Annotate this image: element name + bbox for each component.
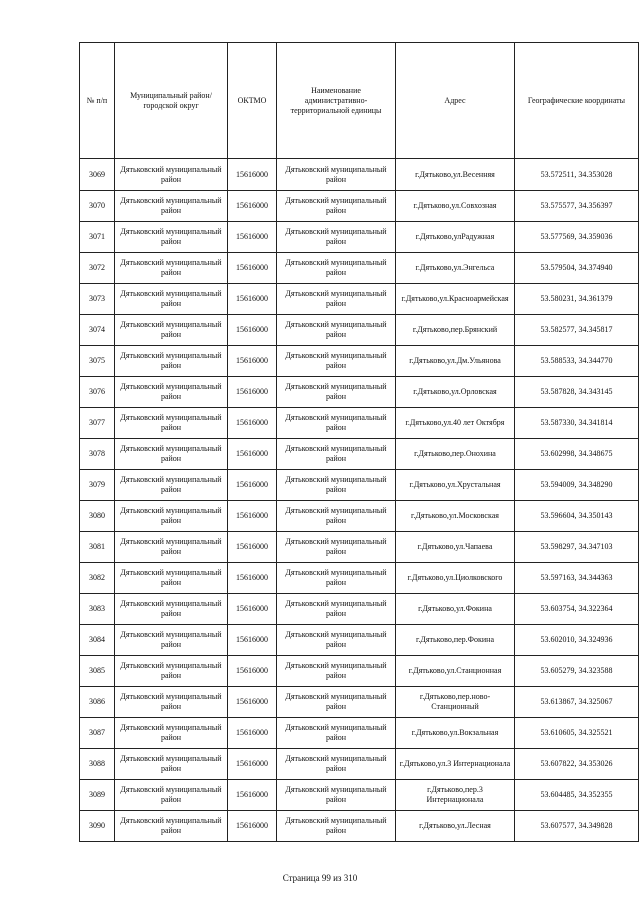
cell-region: Дятьковский муниципальный район (115, 811, 228, 842)
cell-admin-unit: Дятьковский муниципальный район (277, 346, 396, 377)
cell-coords: 53.575577, 34.356397 (515, 191, 639, 222)
cell-region: Дятьковский муниципальный район (115, 346, 228, 377)
table-row (80, 315, 639, 346)
cell-address: г.Дятьково,ул.Московская (396, 501, 515, 532)
cell-oktmo: 15616000 (228, 284, 277, 315)
cell-region: Дятьковский муниципальный район (115, 284, 228, 315)
cell-address: г.Дятьково,ул.Чапаева (396, 532, 515, 563)
cell-coords: 53.602998, 34.348675 (515, 439, 639, 470)
cell-coords: 53.582577, 34.345817 (515, 315, 639, 346)
cell-region: Дятьковский муниципальный район (115, 439, 228, 470)
cell-coords: 53.604485, 34.352355 (515, 780, 639, 811)
cell-num: 3071 (80, 222, 115, 253)
cell-region: Дятьковский муниципальный район (115, 532, 228, 563)
cell-num: 3078 (80, 439, 115, 470)
cell-coords: 53.577569, 34.359036 (515, 222, 639, 253)
cell-address: г.Дятьково,ул.Энгельса (396, 253, 515, 284)
header-region: Муниципальный район/городской округ (115, 43, 228, 159)
cell-coords: 53.594009, 34.348290 (515, 470, 639, 501)
cell-coords: 53.607822, 34.353026 (515, 749, 639, 780)
page-number: Страница 99 из 310 (282, 873, 358, 883)
cell-admin-unit: Дятьковский муниципальный район (277, 470, 396, 501)
cell-oktmo: 15616000 (228, 656, 277, 687)
cell-admin-unit: Дятьковский муниципальный район (277, 253, 396, 284)
cell-address: г.Дятьково,пер.3 Интернационала (396, 780, 515, 811)
table-row (80, 656, 639, 687)
cell-region: Дятьковский муниципальный район (115, 408, 228, 439)
cell-num: 3085 (80, 656, 115, 687)
cell-num: 3077 (80, 408, 115, 439)
cell-admin-unit: Дятьковский муниципальный район (277, 811, 396, 842)
cell-oktmo: 15616000 (228, 159, 277, 191)
table-row (80, 377, 639, 408)
cell-admin-unit: Дятьковский муниципальный район (277, 718, 396, 749)
table-body (80, 159, 639, 842)
cell-admin-unit: Дятьковский муниципальный район (277, 315, 396, 346)
cell-coords: 53.597163, 34.344363 (515, 563, 639, 594)
cell-region: Дятьковский муниципальный район (115, 594, 228, 625)
cell-coords: 53.610605, 34.325521 (515, 718, 639, 749)
cell-num: 3070 (80, 191, 115, 222)
cell-admin-unit: Дятьковский муниципальный район (277, 408, 396, 439)
cell-address: г.Дятьково,улРадужная (396, 222, 515, 253)
header-oktmo: ОКТМО (228, 43, 277, 159)
cell-region: Дятьковский муниципальный район (115, 222, 228, 253)
table-row (80, 222, 639, 253)
cell-oktmo: 15616000 (228, 687, 277, 718)
cell-coords: 53.580231, 34.361379 (515, 284, 639, 315)
cell-region: Дятьковский муниципальный район (115, 191, 228, 222)
table-header-row (80, 43, 639, 159)
cell-admin-unit: Дятьковский муниципальный район (277, 563, 396, 594)
cell-address: г.Дятьково,ул.Вокзальная (396, 718, 515, 749)
table-row (80, 749, 639, 780)
header-num: № п/п (80, 43, 115, 159)
cell-num: 3089 (80, 780, 115, 811)
cell-oktmo: 15616000 (228, 625, 277, 656)
cell-admin-unit: Дятьковский муниципальный район (277, 439, 396, 470)
cell-address: г.Дятьково,ул.Совхозная (396, 191, 515, 222)
cell-admin-unit: Дятьковский муниципальный район (277, 594, 396, 625)
cell-region: Дятьковский муниципальный район (115, 718, 228, 749)
cell-oktmo: 15616000 (228, 253, 277, 284)
cell-address: г.Дятьково,ул.Фокина (396, 594, 515, 625)
cell-num: 3080 (80, 501, 115, 532)
cell-admin-unit: Дятьковский муниципальный район (277, 159, 396, 191)
table-row (80, 284, 639, 315)
header-coords: Географические координаты (515, 43, 639, 159)
cell-admin-unit: Дятьковский муниципальный район (277, 749, 396, 780)
cell-num: 3073 (80, 284, 115, 315)
cell-oktmo: 15616000 (228, 191, 277, 222)
cell-num: 3086 (80, 687, 115, 718)
cell-address: г.Дятьково,ул.Циолковского (396, 563, 515, 594)
table-row (80, 532, 639, 563)
cell-oktmo: 15616000 (228, 377, 277, 408)
cell-num: 3083 (80, 594, 115, 625)
table-row (80, 501, 639, 532)
cell-address: г.Дятьково,пер.Брянский (396, 315, 515, 346)
cell-admin-unit: Дятьковский муниципальный район (277, 222, 396, 253)
cell-address: г.Дятьково,ул.Хрустальная (396, 470, 515, 501)
cell-coords: 53.598297, 34.347103 (515, 532, 639, 563)
cell-region: Дятьковский муниципальный район (115, 625, 228, 656)
cell-address: г.Дятьково,ул.Красноармейская (396, 284, 515, 315)
table-row (80, 780, 639, 811)
cell-coords: 53.596604, 34.350143 (515, 501, 639, 532)
table-row (80, 439, 639, 470)
header-admin-unit: Наименование административно-территориальной единицы (277, 43, 396, 159)
cell-coords: 53.587828, 34.343145 (515, 377, 639, 408)
cell-num: 3075 (80, 346, 115, 377)
cell-oktmo: 15616000 (228, 811, 277, 842)
cell-address: г.Дятьково,ул.Дм.Ульянова (396, 346, 515, 377)
header-address: Адрес (396, 43, 515, 159)
cell-admin-unit: Дятьковский муниципальный район (277, 377, 396, 408)
table-row (80, 687, 639, 718)
table-row (80, 408, 639, 439)
cell-admin-unit: Дятьковский муниципальный район (277, 501, 396, 532)
cell-oktmo: 15616000 (228, 563, 277, 594)
cell-region: Дятьковский муниципальный район (115, 563, 228, 594)
cell-num: 3079 (80, 470, 115, 501)
cell-oktmo: 15616000 (228, 222, 277, 253)
table-row (80, 594, 639, 625)
cell-admin-unit: Дятьковский муниципальный район (277, 656, 396, 687)
cell-address: г.Дятьково,ул.Станционная (396, 656, 515, 687)
cell-oktmo: 15616000 (228, 780, 277, 811)
cell-coords: 53.607577, 34.349828 (515, 811, 639, 842)
cell-coords: 53.603754, 34.322364 (515, 594, 639, 625)
cell-address: г.Дятьково,пер.Онохина (396, 439, 515, 470)
cell-num: 3087 (80, 718, 115, 749)
cell-address: г.Дятьково,ул.3 Интернационала (396, 749, 515, 780)
table-row (80, 563, 639, 594)
table-row (80, 718, 639, 749)
cell-admin-unit: Дятьковский муниципальный район (277, 687, 396, 718)
cell-oktmo: 15616000 (228, 501, 277, 532)
cell-coords: 53.605279, 34.323588 (515, 656, 639, 687)
cell-region: Дятьковский муниципальный район (115, 377, 228, 408)
cell-coords: 53.579504, 34.374940 (515, 253, 639, 284)
cell-admin-unit: Дятьковский муниципальный район (277, 284, 396, 315)
cell-num: 3082 (80, 563, 115, 594)
cell-region: Дятьковский муниципальный район (115, 501, 228, 532)
cell-num: 3072 (80, 253, 115, 284)
cell-oktmo: 15616000 (228, 408, 277, 439)
cell-num: 3069 (80, 159, 115, 191)
cell-admin-unit: Дятьковский муниципальный район (277, 625, 396, 656)
cell-region: Дятьковский муниципальный район (115, 315, 228, 346)
cell-num: 3076 (80, 377, 115, 408)
cell-num: 3074 (80, 315, 115, 346)
cell-oktmo: 15616000 (228, 718, 277, 749)
cell-coords: 53.587330, 34.341814 (515, 408, 639, 439)
table-row (80, 346, 639, 377)
cell-region: Дятьковский муниципальный район (115, 749, 228, 780)
table-row (80, 159, 639, 191)
cell-admin-unit: Дятьковский муниципальный район (277, 780, 396, 811)
cell-region: Дятьковский муниципальный район (115, 780, 228, 811)
cell-oktmo: 15616000 (228, 470, 277, 501)
cell-oktmo: 15616000 (228, 749, 277, 780)
table-row (80, 191, 639, 222)
cell-address: г.Дятьково,ул.Орловская (396, 377, 515, 408)
table-row (80, 470, 639, 501)
cell-oktmo: 15616000 (228, 439, 277, 470)
cell-address: г.Дятьково,ул.Весенняя (396, 159, 515, 191)
cell-address: г.Дятьково,ул.40 лет Октября (396, 408, 515, 439)
cell-coords: 53.588533, 34.344770 (515, 346, 639, 377)
cell-coords: 53.602010, 34.324936 (515, 625, 639, 656)
cell-oktmo: 15616000 (228, 346, 277, 377)
cell-num: 3088 (80, 749, 115, 780)
cell-region: Дятьковский муниципальный район (115, 253, 228, 284)
cell-oktmo: 15616000 (228, 315, 277, 346)
table-row (80, 253, 639, 284)
table-row (80, 625, 639, 656)
cell-coords: 53.572511, 34.353028 (515, 159, 639, 191)
cell-region: Дятьковский муниципальный район (115, 159, 228, 191)
cell-admin-unit: Дятьковский муниципальный район (277, 191, 396, 222)
cell-address: г.Дятьково,пер.ново-Станционный (396, 687, 515, 718)
cell-address: г.Дятьково,ул.Лесная (396, 811, 515, 842)
cell-region: Дятьковский муниципальный район (115, 687, 228, 718)
cell-oktmo: 15616000 (228, 594, 277, 625)
cell-oktmo: 15616000 (228, 532, 277, 563)
cell-address: г.Дятьково,пер.Фокина (396, 625, 515, 656)
cell-num: 3090 (80, 811, 115, 842)
table-row (80, 811, 639, 842)
cell-num: 3081 (80, 532, 115, 563)
cell-region: Дятьковский муниципальный район (115, 470, 228, 501)
cell-admin-unit: Дятьковский муниципальный район (277, 532, 396, 563)
cell-num: 3084 (80, 625, 115, 656)
registry-table (79, 42, 639, 842)
cell-region: Дятьковский муниципальный район (115, 656, 228, 687)
cell-coords: 53.613867, 34.325067 (515, 687, 639, 718)
